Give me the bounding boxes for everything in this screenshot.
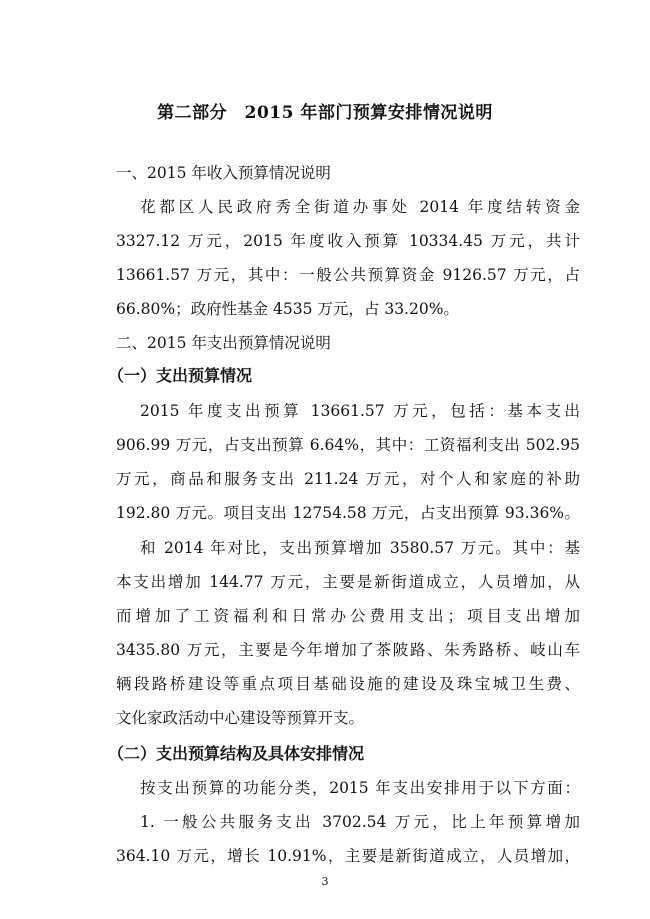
section1-line: 13661.57 万元，其中：一般公共预算资金 9126.57 万元，占	[116, 266, 580, 284]
sub1-para2-line: 3435.80 万元，主要是今年增加了茶陂路、朱秀路桥、岐山车	[116, 641, 580, 659]
sub1-heading: （一）支出预算情况	[108, 366, 253, 385]
sub1-para2-line: 文化家政活动中心建设等预算开支。	[116, 709, 365, 727]
document-title: 第二部分 2015 年部门预算安排情况说明	[157, 103, 493, 123]
sub1-para1-line: 2015 年度支出预算 13661.57 万元，包括：基本支出	[140, 402, 580, 420]
sub2-line: 按支出预算的功能分类，2015 年支出安排用于以下方面：	[140, 779, 580, 797]
sub1-para2-line: 而增加了工资福利和日常办公费用支出；项目支出增加	[116, 607, 580, 625]
sub2-line: 1. 一般公共服务支出 3702.54 万元，比上年预算增加	[140, 813, 580, 831]
section2-heading: 二、2015 年支出预算情况说明	[116, 334, 331, 352]
sub1-para2-line: 辆段路桥建设等重点项目基础设施的建设及珠宝城卫生费、	[116, 675, 580, 693]
sub1-para2-line: 本支出增加 144.77 万元，主要是新街道成立，人员增加，从	[116, 573, 580, 591]
section1-heading: 一、2015 年收入预算情况说明	[116, 164, 331, 182]
section1-line: 3327.12 万元，2015 年度收入预算 10334.45 万元，共计	[116, 232, 580, 250]
sub2-line: 364.10 万元，增长 10.91%，主要是新街道成立，人员增加，	[116, 847, 580, 865]
sub1-para2-line: 和 2014 年对比，支出预算增加 3580.57 万元。其中：基	[140, 539, 580, 557]
section1-line: 花都区人民政府秀全街道办事处 2014 年度结转资金	[140, 198, 580, 216]
sub1-para1-line: 192.80 万元。项目支出 12754.58 万元，占支出预算 93.36%。	[116, 504, 580, 522]
sub1-para1-line: 万元，商品和服务支出 211.24 万元，对个人和家庭的补助	[116, 470, 580, 488]
sub2-heading: （二）支出预算结构及具体安排情况	[108, 744, 365, 763]
sub1-para1-line: 906.99 万元，占支出预算 6.64%，其中：工资福利支出 502.95	[116, 436, 580, 454]
page-number: 3	[321, 875, 329, 888]
section1-line: 66.80%；政府性基金 4535 万元，占 33.20%。	[116, 300, 459, 318]
